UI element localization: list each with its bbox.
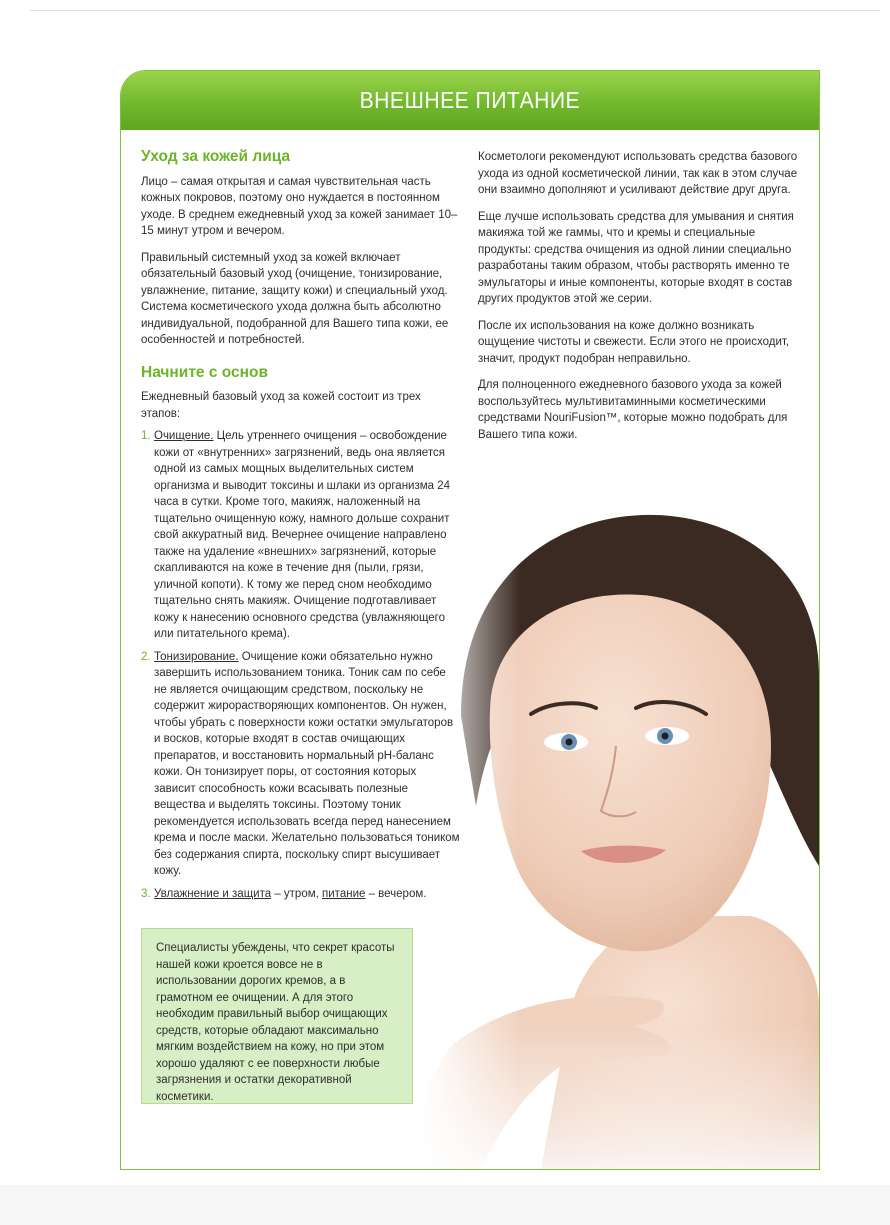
list-item — [141, 886, 461, 903]
step-term: Тонизирование. — [154, 650, 239, 663]
section-title-basics: Начните с основ — [141, 363, 269, 381]
article-header — [121, 71, 819, 130]
article-title: ВНЕШНЕЕ ПИТАНИЕ — [359, 87, 581, 113]
step-number: 3. — [141, 887, 151, 900]
paragraph: Лицо – самая открытая и самая чувствительная часть кожных покровов, поэтому оно нуждается в постоянном уходе. В среднем ежедневный уход за кожей занимает 10–15 минут утром и вечером. — [141, 175, 458, 237]
step-text: – вечером. — [365, 887, 427, 900]
list-item — [141, 649, 461, 880]
paragraph: Еще лучше использовать средства для умывания и снятия макияжа той же гаммы, что и кремы и специальные продукты: средства очищения из одной линии специально разработаны таким образом, чтобы растворять именно те эмульгаторы и иные компоненты, которые входят в состав других продуктов этой же серии. — [478, 210, 794, 305]
list-item — [141, 428, 461, 643]
scan-margin — [0, 1185, 890, 1225]
left-column — [141, 149, 461, 908]
paragraph: После их использования на коже должно возникать ощущение чистоты и свежести. Если этого не происходит, значит, продукт подобран неправильно. — [478, 319, 790, 365]
step-term: Увлажнение и защита — [154, 887, 272, 900]
woman-portrait-photo — [421, 446, 819, 1169]
section-title-face-care: Уход за кожей лица — [141, 148, 291, 165]
step-term: питание — [322, 887, 366, 900]
step-number: 2. — [141, 650, 151, 663]
callout-text: Специалисты убеждены, что секрет красоты нашей кожи кроется вовсе не в использовании дорогих кремов, а в грамотном ее очищении. А для этого необходим правильный выбор очищающих средств, которые обладают максимально мягким воздействием на кожу, но при этом хорошо удаляют с ее поверхности любые загрязнения и остатки декоративной косметики. — [156, 942, 395, 1103]
step-term: Очищение. — [154, 430, 214, 442]
steps-intro: Ежедневный базовый уход за кожей состоит из трех этапов: — [141, 391, 421, 420]
paragraph: Для полноценного ежедневного базового ухода за кожей воспользуйтесь мультивитаминными косметическими средствами NouriFusion™, которые можно подобрать для Вашего типа кожи. — [478, 379, 788, 441]
paragraph: Правильный системный уход за кожей включает обязательный базовый уход (очищение, тонизирование, увлажнение, питание, защиту кожи) и специальный уход. Система косметического ухода должна быть абсолютно индивидуальной, подобранной для Вашего типа кожи, ее особенностей и потребностей. — [141, 251, 449, 346]
article-frame — [120, 70, 820, 1170]
step-text: – утром, — [271, 887, 323, 900]
step-text: Цель утреннего очищения – освобождение кожи от «внутренних» загрязнений, ведь она является одной из самых мощных выделительных систем организма и выводит токсины и шлаки из организма 24 часа в сутки. Кроме того, макияж, наложенный на тщательно очищенную кожу, намного дольше сохранит свой аккуратный вид. Вечернее очищение направлено также на удаление «внешних» загрязнений, которые скапливаются на коже в течение дня (пыли, грязи, уличной копоти). К тому же перед сном необходимо тщательно снять макияж. Очищение подготавливает кожу к нанесению основного средства (увлажняющего или питательного крема). — [154, 430, 451, 640]
callout-box — [141, 928, 413, 1104]
paragraph: Косметологи рекомендуют использовать средства базового ухода из одной косметической линии, так как в этом случае они взаимно дополняют и усиливают действие друг друга. — [478, 151, 798, 196]
steps-list — [141, 428, 461, 902]
step-text: Очищение кожи обязательно нужно завершить использованием тоника. Тоник сам по себе не является очищающим средством, поскольку не содержит жирорастворяющих компонентов. Он нужен, чтобы убрать с поверхности кожи остатки эмульгаторов и восков, которые входят в состав очищающих препаратов, и восстановить нормальный pH-баланс кожи. Он тонизирует поры, от состояния которых зависит способность кожи всасывать полезные вещества и выделять токсины. Поэтому тоник рекомендуется использовать всегда перед нанесением крема и после маски. Желательно пользоваться тоником без содержания спирта, поскольку спирт высушивает кожу. — [154, 650, 460, 877]
top-rule — [30, 10, 880, 11]
step-number: 1. — [141, 430, 151, 442]
right-column — [478, 149, 798, 453]
